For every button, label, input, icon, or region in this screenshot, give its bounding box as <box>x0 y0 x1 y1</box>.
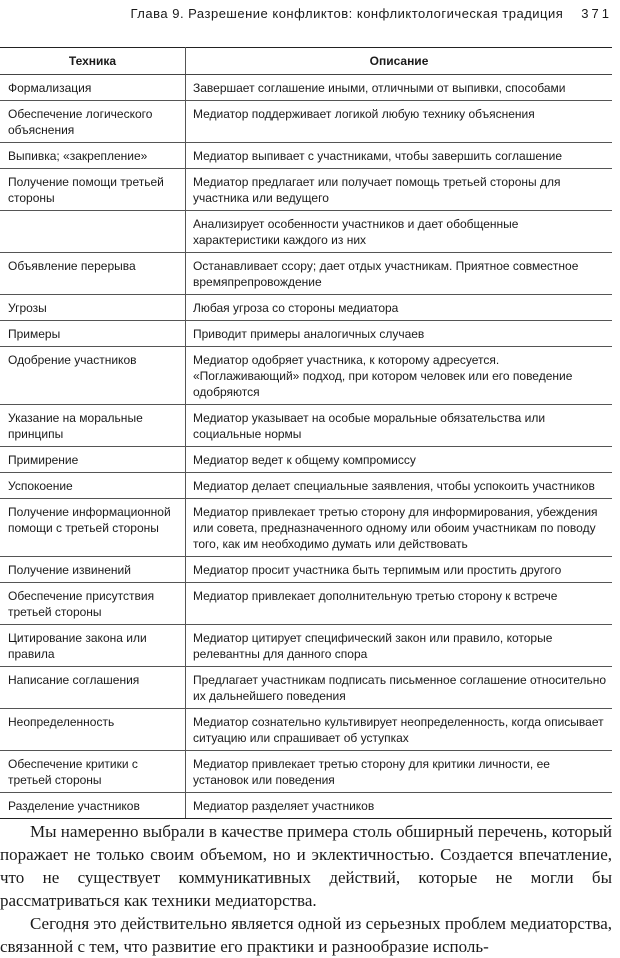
description-cell: Медиатор просит участника быть терпимым или простить другого <box>186 557 613 583</box>
description-cell: Медиатор выпивает с участниками, чтобы завершить соглашение <box>186 143 613 169</box>
table-row <box>0 253 612 295</box>
technique-cell: Обеспечение логического объяснения <box>0 101 186 143</box>
table-row <box>0 557 612 583</box>
technique-cell: Написание соглашения <box>0 667 186 709</box>
technique-cell: Успокоение <box>0 473 186 499</box>
description-cell: Медиатор предлагает или получает помощь третьей стороны для участника или ведущего <box>186 169 613 211</box>
description-cell: Медиатор разделяет участников <box>186 793 613 819</box>
description-cell: Медиатор привлекает третью сторону для информирования, убеждения или совета, предназначенного одному или обоим участникам по поводу того, как им необходимо думать или действовать <box>186 499 613 557</box>
table-row <box>0 321 612 347</box>
column-header-description: Описание <box>186 48 613 75</box>
table-row <box>0 709 612 751</box>
technique-cell: Обеспечение критики с третьей стороны <box>0 751 186 793</box>
technique-cell: Примеры <box>0 321 186 347</box>
description-cell: Медиатор привлекает третью сторону для критики личности, ее установок или поведения <box>186 751 613 793</box>
technique-cell: Цитирование закона или правила <box>0 625 186 667</box>
table-row <box>0 447 612 473</box>
table-row <box>0 211 612 253</box>
table-row <box>0 169 612 211</box>
table-row <box>0 667 612 709</box>
technique-cell: Получение извинений <box>0 557 186 583</box>
paragraph: Мы намеренно выбрали в качестве примера столь обширный перечень, который поражает не только своим объемом, но и эклектичностью. Создается впечатление, что не существует коммуникативных действий, которые не могли бы рассматриваться как техники медиаторства. <box>0 822 612 910</box>
techniques-table <box>0 47 612 819</box>
technique-cell: Получение информационной помощи с третьей стороны <box>0 499 186 557</box>
description-cell: Медиатор цитирует специфический закон или правило, которые релевантны для данного спора <box>186 625 613 667</box>
description-cell: Медиатор одобряет участника, к которому адресуется. «Поглаживающий» подход, при котором человек или его поведение одобряются <box>186 347 613 405</box>
table-row <box>0 75 612 101</box>
technique-cell: Формализация <box>0 75 186 101</box>
technique-cell: Примирение <box>0 447 186 473</box>
description-cell: Медиатор поддерживает логикой любую технику объяснения <box>186 101 613 143</box>
chapter-title: Глава 9. Разрешение конфликтов: конфликтологическая традиция <box>130 6 564 21</box>
table-row <box>0 405 612 447</box>
table-row <box>0 793 612 819</box>
description-cell: Медиатор ведет к общему компромиссу <box>186 447 613 473</box>
column-header-technique: Техника <box>0 48 186 75</box>
technique-cell: Указание на моральные принципы <box>0 405 186 447</box>
description-cell: Медиатор делает специальные заявления, чтобы успокоить участников <box>186 473 613 499</box>
description-cell: Предлагает участникам подписать письменное соглашение относительно их дальнейшего поведения <box>186 667 613 709</box>
description-cell: Завершает соглашение иными, отличными от выпивки, способами <box>186 75 613 101</box>
table-row <box>0 751 612 793</box>
paragraph: Сегодня это действительно является одной из серьезных проблем медиаторства, связанной с тем, что развитие его практики и разнообразие исполь- <box>0 914 612 956</box>
description-cell: Медиатор сознательно культивирует неопределенность, когда описывает ситуацию или спрашивает об уступках <box>186 709 613 751</box>
table-row <box>0 499 612 557</box>
body-text <box>0 820 612 958</box>
technique-cell: Обеспечение присутствия третьей стороны <box>0 583 186 625</box>
page-number: 371 <box>581 6 612 21</box>
description-cell: Медиатор привлекает дополнительную третью сторону к встрече <box>186 583 613 625</box>
technique-cell: Объявление перерыва <box>0 253 186 295</box>
table-row <box>0 473 612 499</box>
technique-cell: Одобрение участников <box>0 347 186 405</box>
table-row <box>0 143 612 169</box>
table-body <box>0 75 612 819</box>
technique-cell: Выпивка; «закрепление» <box>0 143 186 169</box>
running-header <box>131 6 613 21</box>
table-row <box>0 347 612 405</box>
technique-cell: Разделение участников <box>0 793 186 819</box>
technique-cell: Неопределенность <box>0 709 186 751</box>
table-row <box>0 583 612 625</box>
table-header-row <box>0 48 612 75</box>
table-row <box>0 625 612 667</box>
description-cell: Приводит примеры аналогичных случаев <box>186 321 613 347</box>
technique-cell: Угрозы <box>0 295 186 321</box>
technique-cell: Получение помощи третьей стороны <box>0 169 186 211</box>
description-cell: Медиатор указывает на особые моральные обязательства или социальные нормы <box>186 405 613 447</box>
technique-cell <box>0 211 186 253</box>
description-cell: Анализирует особенности участников и дает обобщенные характеристики каждого из них <box>186 211 613 253</box>
description-cell: Любая угроза со стороны медиатора <box>186 295 613 321</box>
description-cell: Останавливает ссору; дает отдых участникам. Приятное совместное времяпрепровождение <box>186 253 613 295</box>
table-row <box>0 101 612 143</box>
table-row <box>0 295 612 321</box>
